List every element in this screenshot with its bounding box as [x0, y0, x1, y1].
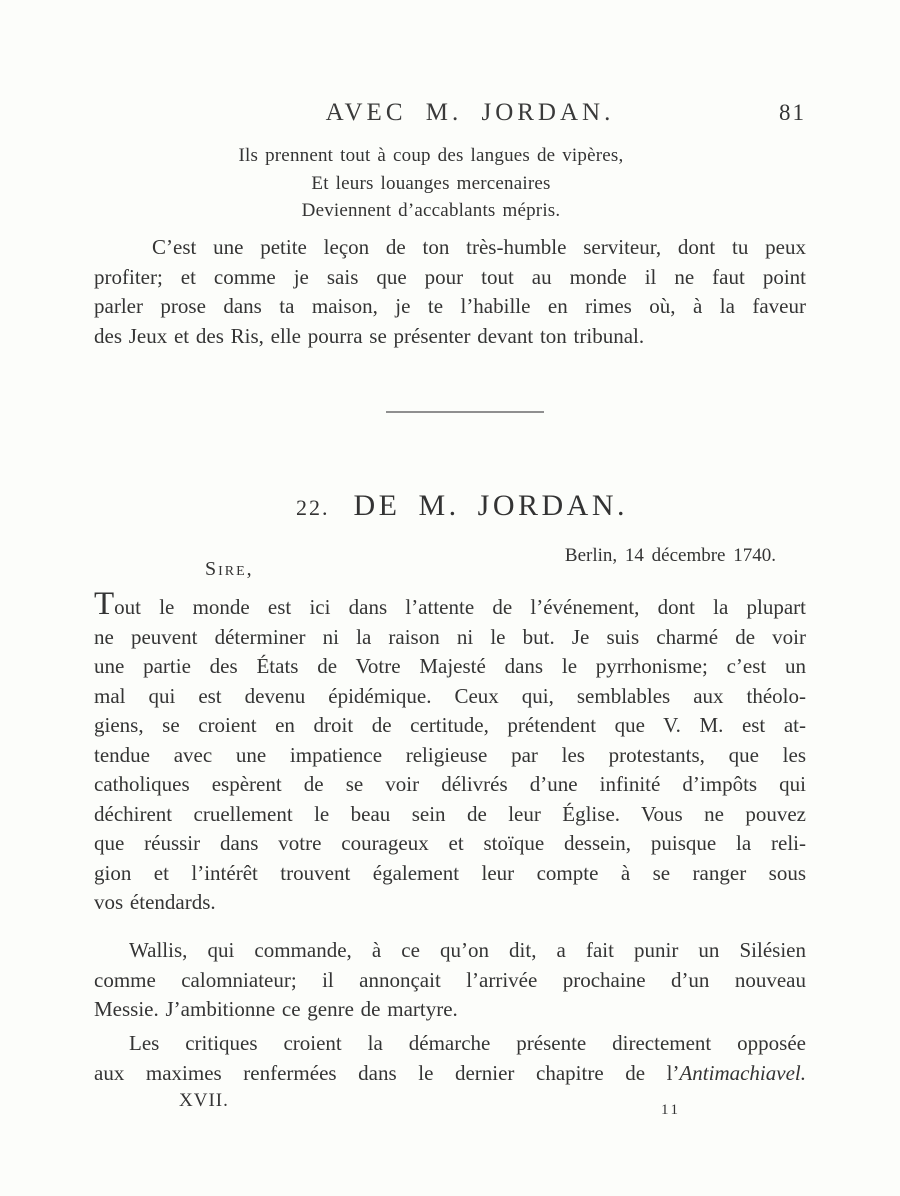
verse-line: Et leurs louanges mercenaires	[311, 172, 551, 194]
text-line: Les critiques croient la démarche présente directement opposée	[129, 1031, 806, 1055]
letter-title: DE M. JORDAN.	[353, 489, 628, 522]
letter-paragraph	[94, 1029, 806, 1088]
text-span: aux maximes renfermées dans le dernier chapitre de l’	[94, 1060, 680, 1085]
text-line: déchirent cruellement le beau sein de leur Église. Vous ne pouvez	[94, 801, 806, 826]
letter-paragraph	[94, 586, 806, 918]
salutation: Sire,	[205, 558, 254, 580]
text-line: C’est une petite leçon de ton très-humble serviteur, dont tu peux	[152, 235, 806, 259]
footer-signature-mark: 11	[661, 1102, 681, 1118]
section-divider	[386, 411, 544, 413]
text-span: out le monde est ici dans l’attente de l’événement, dont la plupart	[114, 595, 806, 619]
footer-volume-mark: XVII.	[179, 1090, 229, 1111]
drop-cap: T	[94, 586, 115, 622]
verse-line: Deviennent d’accablants mépris.	[301, 200, 561, 221]
text-line: comme calomniateur; il annonçait l’arrivée prochaine d’un nouveau	[94, 967, 806, 992]
running-header-title: AVEC M. JORDAN.	[325, 99, 615, 126]
text-line: profiter; et comme je sais que pour tout au monde il ne faut point	[94, 264, 806, 289]
text-line: parler prose dans ta maison, je te l’habille en rimes où, à la faveur	[94, 294, 806, 318]
text-line	[94, 586, 806, 623]
text-line: catholiques espèrent de se voir délivrés d’une infinité d’impôts qui	[94, 772, 806, 796]
text-line: que réussir dans votre courageux et stoïque dessein, puisque la reli-	[94, 831, 806, 855]
text-line: ne peuvent déterminer ni la raison ni le but. Je suis charmé de voir	[94, 624, 806, 649]
letter-heading	[94, 489, 806, 523]
intro-paragraph	[94, 233, 806, 351]
text-line: tendue avec une impatience religieuse par les protestants, que les	[94, 742, 806, 767]
verse-line: Ils prennent tout à coup des langues de vipères,	[238, 145, 624, 166]
text-line: une partie des États de Votre Majesté dans le pyrrhonisme; c’est un	[94, 654, 806, 678]
text-line: des Jeux et des Ris, elle pourra se présenter devant ton tribunal.	[94, 323, 645, 348]
running-header	[94, 99, 806, 129]
text-line	[94, 1059, 806, 1089]
text-line: mal qui est devenu épidémique. Ceux qui, semblables aux théolo-	[94, 683, 806, 708]
dateline: Berlin, 14 décembre 1740.	[564, 545, 776, 566]
page-number: 81	[779, 100, 806, 125]
text-line: giens, se croient en droit de certitude, prétendent que V. M. est at-	[94, 713, 806, 737]
text-line: gion et l’intérêt trouvent également leur compte à se ranger sous	[94, 860, 806, 885]
text-line: Messie. J’ambitionne ce genre de martyre.	[94, 997, 458, 1021]
verse-quotation	[94, 142, 806, 225]
text-line: vos étendards.	[94, 890, 216, 914]
text-line: Wallis, qui commande, à ce qu’on dit, a fait punir un Silésien	[129, 938, 806, 962]
italic-work-title: Antimachiavel.	[679, 1060, 806, 1085]
letter-number: 22.	[295, 495, 330, 520]
letter-paragraph	[94, 936, 806, 1025]
